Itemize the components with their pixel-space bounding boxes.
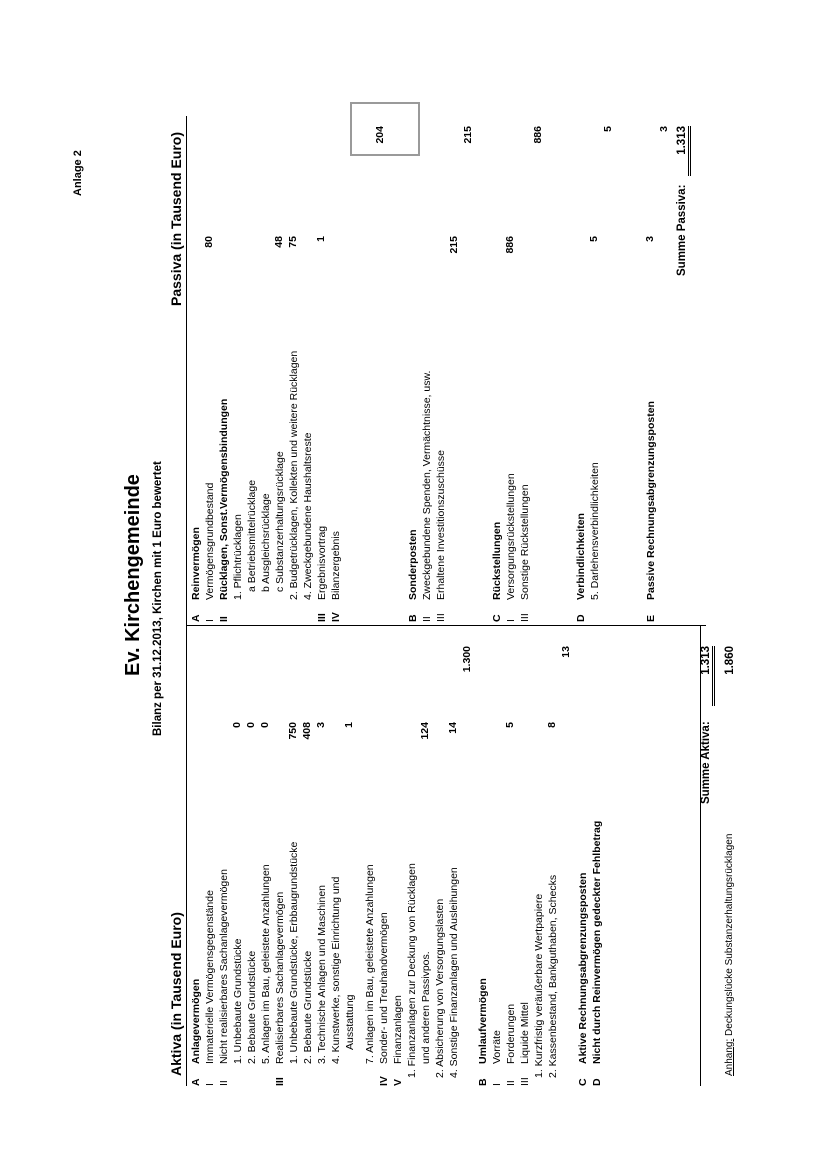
aktiva-III-1-value: 750 bbox=[287, 722, 299, 740]
passiva-A-total: 204 bbox=[374, 126, 386, 144]
aktiva-B-II-value: 5 bbox=[504, 722, 516, 728]
aktiva-III-2-value: 408 bbox=[301, 722, 313, 740]
rotated-balance-sheet: Anlage 2 Ev. Kirchengemeinde Bilanz per 31.12.2013, Kirchen mit 1 Euro bewertet Aktiva (in Tausend Euro) Passiva (in Tausend Euro) A Anlagevermögen I Immaterielle Vermögensgegenstände II Nicht realisierbares Sachanlagevermögen 1. Unbebaute Grundstücke 0 2. Bebaute Grundstücke 0 5. Anlagen im Bau, geleistete Anzahlungen 0 III Realisierbares Sachanlagevermögen 1. Unbebaute Grundstücke, Erbbaugrundstücke 750 2. Bebaute Grundstücke 408 3. Technische Anlagen und Maschinen 3 4. Kunstwerke, sonstige Einrichtung und Ausstattung 1 7. Anlagen im Bau, geleistete Anzahlungen IV Sonder- und Treuhandvermögen V Finanzanlagen 1. Finanzanlagen zur Deckung von Rücklagen und anderen Passivpos. 124 2. Absicherung von Versorgungslasten 4. Sonstige Finanzanlagen und Ausleihungen 14 1.300 B Umlaufvermögen I Vorräte II Forderungen 5 III Liquide Mittel 1. Kurzfristig veräußerbare Wertpapiere 2. Kassenbestand, Bankguthaben, Schecks 8 13 C Aktive Rechnungsabgrenzungsposten D Nicht durch Reinvermögen gedeckter Fehlbetrag Summe Aktiva: 1.313 1.860 A Reinvermögen I Vermögensgrundbestand 80 II Rücklagen, Sonst.Vermögensbindungen 1. Pflichtrücklagen a Betriebsmittelrücklage b Ausgleichsrücklage c Substanzerhaltungsrücklage 48 2. Budgetrücklagen, Kollekten und weitere Rücklagen 75 4. Zweckgebundene Haushaltsreste III Ergebnisvortrag 1 IV Bilanzergebnis 204 B Sonderposten II Zweckgebundene Spenden, Vermächtnisse, usw. III Erhaltene Investitionszuschüsse 215 215 C Rückstellungen I Versorgungsrückstellungen 886 III Sonstige Rückstellungen 886 D Verbindlichkeiten 5. Darlehensverbindlichkeiten 5 5 E Passive Rechnungsabgrenzungsposten 3 3 Summe Passiva: 1.313 Anhang: Deckungslücke Substanzerhaltungsrücklagen bbox=[0, 0, 817, 1156]
passiva-D-total: 5 bbox=[602, 126, 614, 132]
extra-value: 1.860 bbox=[724, 646, 736, 675]
aktiva-II-5-value: 0 bbox=[259, 722, 271, 728]
passiva-II-2-value: 75 bbox=[287, 236, 299, 248]
center-divider bbox=[186, 625, 706, 626]
passiva-E-value: 3 bbox=[644, 236, 656, 242]
aktiva-B-III-2-value: 8 bbox=[546, 722, 558, 728]
passiva-I-value: 80 bbox=[203, 236, 215, 248]
summe-passiva-value: 1.313 bbox=[676, 126, 691, 176]
aktiva-V-1-value: 124 bbox=[419, 722, 431, 740]
aktiva-V-4-value: 14 bbox=[447, 722, 459, 734]
summe-passiva-label: Summe Passiva: bbox=[676, 184, 688, 276]
aktiva-III-3-value: 3 bbox=[315, 722, 327, 728]
passiva-D-5-value: 5 bbox=[588, 236, 600, 242]
passiva-B-total: 215 bbox=[462, 126, 474, 144]
aktiva-II-2-value: 0 bbox=[245, 722, 257, 728]
page-title: Ev. Kirchengemeinde bbox=[122, 474, 144, 676]
footnote bbox=[724, 834, 735, 1076]
passiva-II-c-value: 48 bbox=[273, 236, 285, 248]
passiva-header: Passiva (in Tausend Euro) bbox=[168, 131, 184, 306]
summe-aktiva-label: Summe Aktiva: bbox=[700, 721, 712, 804]
summe-aktiva-value: 1.313 bbox=[700, 646, 715, 706]
aktiva-III-4-value: 1 bbox=[343, 722, 355, 728]
anlage-label: Anlage 2 bbox=[72, 150, 84, 196]
aktiva-II-1-value: 0 bbox=[231, 722, 243, 728]
aktiva-A-total: 1.300 bbox=[461, 646, 473, 673]
footnote-text: Deckungslücke Substanzerhaltungsrücklagen bbox=[724, 833, 735, 1036]
passiva-C-total: 886 bbox=[532, 126, 544, 144]
aktiva-header: Aktiva (in Tausend Euro) bbox=[168, 912, 184, 1076]
page-subtitle: Bilanz per 31.12.2013, Kirchen mit 1 Euro bewertet bbox=[152, 461, 164, 736]
passiva-B-III-value: 215 bbox=[448, 236, 460, 254]
passiva-E-total: 3 bbox=[658, 126, 670, 132]
passiva-C-I-value: 886 bbox=[504, 236, 516, 254]
passiva-III-value: 1 bbox=[315, 236, 327, 242]
top-rule bbox=[186, 116, 187, 1086]
aktiva-B-total: 13 bbox=[560, 646, 572, 658]
footnote-label: Anhang: bbox=[724, 1038, 735, 1076]
